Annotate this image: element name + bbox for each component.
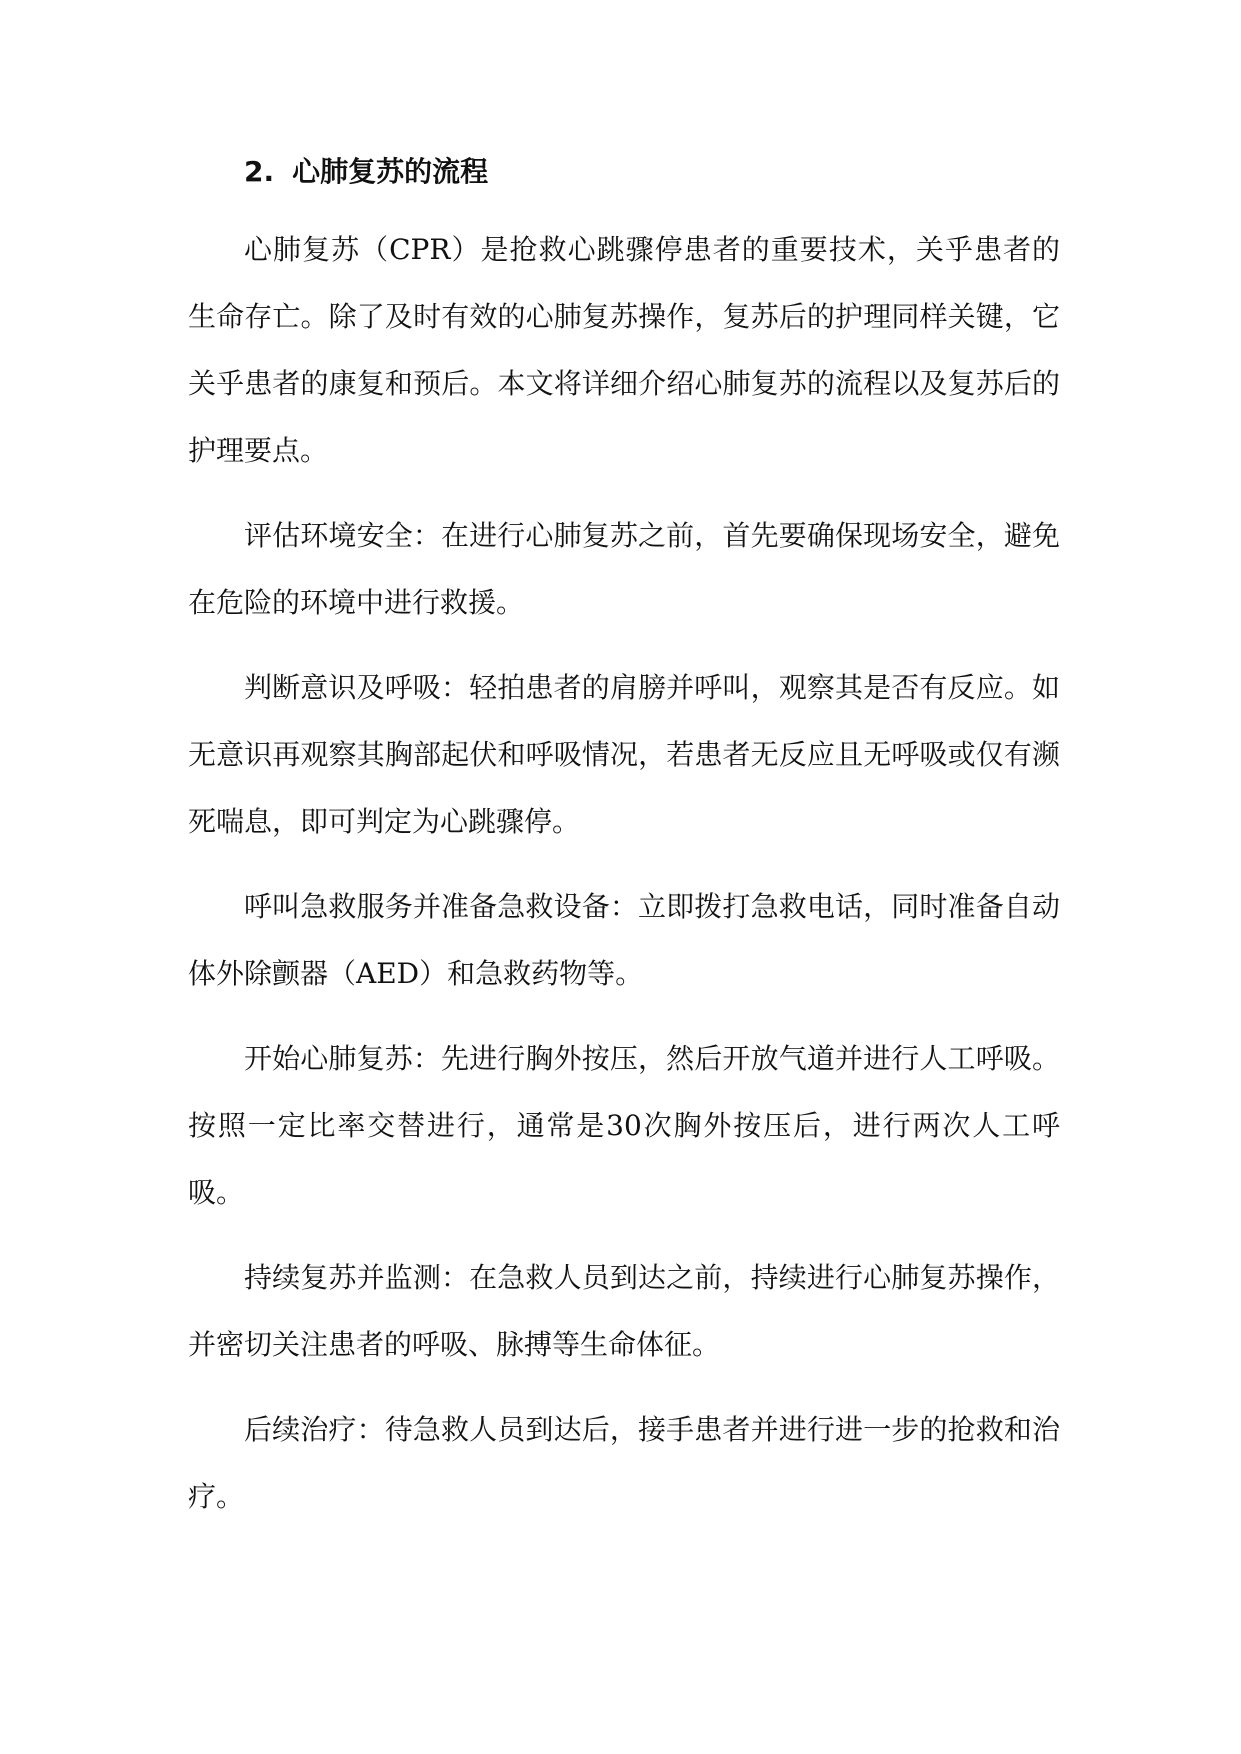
- intro-paragraph: 心肺复苏（CPR）是抢救心跳骤停患者的重要技术，关乎患者的生命存亡。除了及时有效的心肺复苏操作，复苏后的护理同样关键，它关乎患者的康复和预后。本文将详细介绍心肺复苏的流程以及复苏后的护理要点。: [188, 233, 1060, 467]
- section-title: 心肺复苏的流程: [292, 155, 489, 188]
- step-assess-environment: 评估环境安全：在进行心肺复苏之前，首先要确保现场安全，避免在危险的环境中进行救援。: [188, 519, 1060, 619]
- section-number: 2.: [244, 155, 275, 188]
- step-check-consciousness: 判断意识及呼吸：轻拍患者的肩膀并呼叫，观察其是否有反应。如无意识再观察其胸部起伏和呼吸情况，若患者无反应且无呼吸或仅有濒死喘息，即可判定为心跳骤停。: [188, 671, 1060, 838]
- step-follow-up-treatment: 后续治疗：待急救人员到达后，接手患者并进行进一步的抢救和治疗。: [188, 1413, 1060, 1513]
- document-body: [188, 144, 1060, 1530]
- section-heading: [188, 144, 1060, 200]
- step-continue-monitor: 持续复苏并监测：在急救人员到达之前，持续进行心肺复苏操作，并密切关注患者的呼吸、脉搏等生命体征。: [188, 1261, 1060, 1361]
- step-call-emergency: 呼叫急救服务并准备急救设备：立即拨打急救电话，同时准备自动体外除颤器（AED）和急救药物等。: [188, 890, 1060, 990]
- step-start-cpr: 开始心肺复苏：先进行胸外按压，然后开放气道并进行人工呼吸。按照一定比率交替进行，通常是30次胸外按压后，进行两次人工呼吸。: [188, 1042, 1060, 1209]
